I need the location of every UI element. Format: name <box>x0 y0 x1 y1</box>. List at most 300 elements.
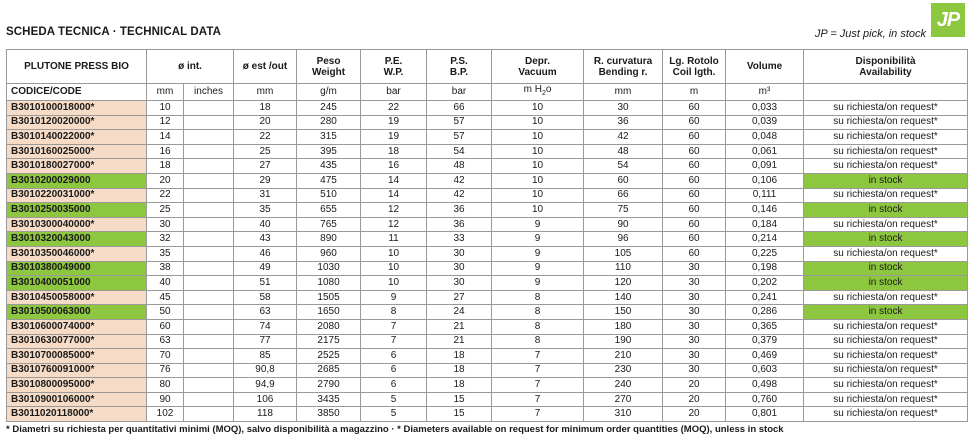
cell-int: 18 <box>147 159 184 174</box>
cell-int: 76 <box>147 363 184 378</box>
table-row <box>7 378 968 393</box>
cell-avail: su richiesta/on request* <box>804 144 968 159</box>
cell-pe: 6 <box>361 349 427 364</box>
table-row <box>7 144 968 159</box>
int-mm-unit: mm <box>147 84 184 101</box>
cell-ps: 18 <box>427 349 492 364</box>
cell-weight: 510 <box>297 188 361 203</box>
cell-vac: 9 <box>492 276 584 291</box>
product-header: PLUTONE PRESS BIO <box>7 50 147 84</box>
cell-bend: 270 <box>584 392 663 407</box>
cell-bend: 96 <box>584 232 663 247</box>
cell-ps: 66 <box>427 101 492 116</box>
cell-int: 35 <box>147 246 184 261</box>
cell-coil: 30 <box>663 363 726 378</box>
cell-pe: 10 <box>361 261 427 276</box>
cell-bend: 30 <box>584 101 663 116</box>
cell-ps: 18 <box>427 378 492 393</box>
table-row <box>7 115 968 130</box>
cell-int: 22 <box>147 188 184 203</box>
cell-code: B3010450058000* <box>7 290 147 305</box>
cell-avail: in stock <box>804 203 968 218</box>
cell-volume: 0,286 <box>726 305 804 320</box>
table-row <box>7 290 968 305</box>
ext-unit: mm <box>234 84 297 101</box>
cell-avail: su richiesta/on request* <box>804 217 968 232</box>
cell-ps: 24 <box>427 305 492 320</box>
cell-code: B3010350046000* <box>7 246 147 261</box>
cell-weight: 1030 <box>297 261 361 276</box>
cell-ext: 40 <box>234 217 297 232</box>
cell-weight: 1505 <box>297 290 361 305</box>
cell-vac: 10 <box>492 101 584 116</box>
table-row <box>7 101 968 116</box>
cell-coil: 20 <box>663 392 726 407</box>
cell-inches <box>184 203 234 218</box>
cell-bend: 190 <box>584 334 663 349</box>
cell-volume: 0,111 <box>726 188 804 203</box>
cell-ps: 18 <box>427 363 492 378</box>
cell-volume: 0,225 <box>726 246 804 261</box>
cell-pe: 14 <box>361 188 427 203</box>
cell-avail: in stock <box>804 305 968 320</box>
cell-bend: 110 <box>584 261 663 276</box>
cell-ext: 63 <box>234 305 297 320</box>
cell-bend: 66 <box>584 188 663 203</box>
ext-diam-header: ø est /out <box>234 50 297 84</box>
cell-vac: 7 <box>492 349 584 364</box>
coil-header: Lg. Rotolo Coil lgth. <box>663 50 726 84</box>
cell-coil: 60 <box>663 203 726 218</box>
cell-ps: 42 <box>427 173 492 188</box>
page-title: SCHEDA TECNICA · TECHNICAL DATA <box>6 26 221 38</box>
cell-int: 70 <box>147 349 184 364</box>
cell-inches <box>184 334 234 349</box>
cell-ext: 35 <box>234 203 297 218</box>
cell-inches <box>184 173 234 188</box>
cell-vac: 9 <box>492 217 584 232</box>
cell-weight: 2685 <box>297 363 361 378</box>
cell-ext: 46 <box>234 246 297 261</box>
cell-int: 16 <box>147 144 184 159</box>
cell-inches <box>184 130 234 145</box>
cell-ext: 49 <box>234 261 297 276</box>
cell-coil: 60 <box>663 246 726 261</box>
cell-avail: su richiesta/on request* <box>804 290 968 305</box>
cell-pe: 8 <box>361 305 427 320</box>
coil-unit: m <box>663 84 726 101</box>
cell-coil: 30 <box>663 261 726 276</box>
cell-ext: 22 <box>234 130 297 145</box>
cell-volume: 0,760 <box>726 392 804 407</box>
cell-int: 50 <box>147 305 184 320</box>
cell-code: B3010630077000* <box>7 334 147 349</box>
cell-ps: 15 <box>427 407 492 422</box>
cell-vac: 7 <box>492 407 584 422</box>
cell-weight: 960 <box>297 246 361 261</box>
cell-ext: 85 <box>234 349 297 364</box>
table-row <box>7 407 968 422</box>
table-row <box>7 130 968 145</box>
cell-volume: 0,801 <box>726 407 804 422</box>
cell-bend: 180 <box>584 319 663 334</box>
cell-code: B3011020118000* <box>7 407 147 422</box>
jp-logo-icon: JP <box>931 3 965 37</box>
cell-ps: 30 <box>427 246 492 261</box>
cell-pe: 10 <box>361 276 427 291</box>
volume-header: Volume <box>726 50 804 84</box>
availability-header: Disponibilità Availability <box>804 50 968 84</box>
cell-pe: 12 <box>361 217 427 232</box>
cell-int: 30 <box>147 217 184 232</box>
cell-bend: 230 <box>584 363 663 378</box>
cell-volume: 0,498 <box>726 378 804 393</box>
cell-code: B3010180027000* <box>7 159 147 174</box>
cell-int: 90 <box>147 392 184 407</box>
cell-volume: 0,198 <box>726 261 804 276</box>
jp-note: JP = Just pick, in stock <box>814 28 926 40</box>
cell-weight: 1080 <box>297 276 361 291</box>
table-row <box>7 217 968 232</box>
table-row <box>7 159 968 174</box>
pe-header: P.E. W.P. <box>361 50 427 84</box>
cell-pe: 14 <box>361 173 427 188</box>
cell-int: 14 <box>147 130 184 145</box>
cell-volume: 0,091 <box>726 159 804 174</box>
table-row <box>7 173 968 188</box>
cell-ps: 30 <box>427 276 492 291</box>
cell-ext: 90,8 <box>234 363 297 378</box>
cell-volume: 0,184 <box>726 217 804 232</box>
cell-avail: su richiesta/on request* <box>804 159 968 174</box>
cell-volume: 0,379 <box>726 334 804 349</box>
cell-weight: 245 <box>297 101 361 116</box>
weight-unit: g/m <box>297 84 361 101</box>
header-row <box>7 50 968 84</box>
table-row <box>7 232 968 247</box>
bend-unit: mm <box>584 84 663 101</box>
cell-bend: 310 <box>584 407 663 422</box>
table-row <box>7 276 968 291</box>
cell-coil: 60 <box>663 217 726 232</box>
cell-avail: su richiesta/on request* <box>804 319 968 334</box>
cell-code: B3010380049000 <box>7 261 147 276</box>
cell-ps: 57 <box>427 130 492 145</box>
cell-ps: 27 <box>427 290 492 305</box>
cell-vac: 9 <box>492 246 584 261</box>
cell-ext: 58 <box>234 290 297 305</box>
cell-coil: 20 <box>663 407 726 422</box>
cell-avail: su richiesta/on request* <box>804 363 968 378</box>
cell-inches <box>184 115 234 130</box>
cell-coil: 60 <box>663 159 726 174</box>
cell-ps: 54 <box>427 144 492 159</box>
cell-weight: 280 <box>297 115 361 130</box>
cell-bend: 36 <box>584 115 663 130</box>
cell-vac: 8 <box>492 319 584 334</box>
cell-inches <box>184 101 234 116</box>
cell-vac: 10 <box>492 144 584 159</box>
cell-avail: su richiesta/on request* <box>804 246 968 261</box>
cell-volume: 0,241 <box>726 290 804 305</box>
int-inches-unit: inches <box>184 84 234 101</box>
cell-pe: 9 <box>361 290 427 305</box>
cell-coil: 60 <box>663 130 726 145</box>
cell-ps: 48 <box>427 159 492 174</box>
cell-ext: 25 <box>234 144 297 159</box>
cell-pe: 18 <box>361 144 427 159</box>
cell-int: 12 <box>147 115 184 130</box>
cell-ext: 106 <box>234 392 297 407</box>
cell-weight: 2080 <box>297 319 361 334</box>
vacuum-unit: m $H_2o$ <box>492 84 584 101</box>
cell-vac: 7 <box>492 392 584 407</box>
cell-pe: 22 <box>361 101 427 116</box>
cell-avail: su richiesta/on request* <box>804 334 968 349</box>
cell-int: 40 <box>147 276 184 291</box>
table-row <box>7 349 968 364</box>
cell-ps: 15 <box>427 392 492 407</box>
cell-weight: 2175 <box>297 334 361 349</box>
cell-weight: 395 <box>297 144 361 159</box>
cell-code: B3010760091000* <box>7 363 147 378</box>
cell-avail: su richiesta/on request* <box>804 188 968 203</box>
table-row <box>7 363 968 378</box>
cell-inches <box>184 188 234 203</box>
cell-inches <box>184 217 234 232</box>
cell-ps: 57 <box>427 115 492 130</box>
cell-weight: 765 <box>297 217 361 232</box>
cell-pe: 6 <box>361 363 427 378</box>
cell-bend: 75 <box>584 203 663 218</box>
cell-volume: 0,214 <box>726 232 804 247</box>
ps-header: P.S. B.P. <box>427 50 492 84</box>
cell-avail: in stock <box>804 232 968 247</box>
cell-weight: 3435 <box>297 392 361 407</box>
table-row <box>7 319 968 334</box>
cell-coil: 30 <box>663 319 726 334</box>
cell-int: 45 <box>147 290 184 305</box>
cell-pe: 5 <box>361 407 427 422</box>
cell-bend: 42 <box>584 130 663 145</box>
cell-bend: 60 <box>584 173 663 188</box>
cell-pe: 5 <box>361 392 427 407</box>
table-row <box>7 334 968 349</box>
pe-unit: bar <box>361 84 427 101</box>
cell-vac: 10 <box>492 173 584 188</box>
cell-bend: 210 <box>584 349 663 364</box>
cell-inches <box>184 261 234 276</box>
cell-pe: 7 <box>361 334 427 349</box>
cell-ext: 29 <box>234 173 297 188</box>
cell-ext: 27 <box>234 159 297 174</box>
cell-weight: 2790 <box>297 378 361 393</box>
cell-avail: su richiesta/on request* <box>804 115 968 130</box>
cell-ext: 74 <box>234 319 297 334</box>
table-row <box>7 203 968 218</box>
cell-coil: 20 <box>663 378 726 393</box>
cell-inches <box>184 144 234 159</box>
cell-ext: 51 <box>234 276 297 291</box>
cell-pe: 10 <box>361 246 427 261</box>
cell-weight: 890 <box>297 232 361 247</box>
cell-avail: su richiesta/on request* <box>804 130 968 145</box>
cell-vac: 8 <box>492 290 584 305</box>
cell-ps: 36 <box>427 203 492 218</box>
cell-code: B3010400051000 <box>7 276 147 291</box>
cell-vac: 10 <box>492 159 584 174</box>
cell-inches <box>184 349 234 364</box>
cell-inches <box>184 276 234 291</box>
cell-int: 32 <box>147 232 184 247</box>
cell-volume: 0,033 <box>726 101 804 116</box>
cell-int: 80 <box>147 378 184 393</box>
cell-code: B3010320043000 <box>7 232 147 247</box>
cell-coil: 60 <box>663 173 726 188</box>
cell-pe: 6 <box>361 378 427 393</box>
cell-weight: 655 <box>297 203 361 218</box>
cell-inches <box>184 290 234 305</box>
cell-inches <box>184 407 234 422</box>
avail-unit <box>804 84 968 101</box>
cell-int: 20 <box>147 173 184 188</box>
cell-inches <box>184 363 234 378</box>
cell-volume: 0,603 <box>726 363 804 378</box>
cell-inches <box>184 246 234 261</box>
units-row <box>7 84 968 101</box>
cell-bend: 240 <box>584 378 663 393</box>
cell-inches <box>184 232 234 247</box>
cell-coil: 30 <box>663 276 726 291</box>
cell-weight: 1650 <box>297 305 361 320</box>
cell-ps: 36 <box>427 217 492 232</box>
volume-unit: m³ <box>726 84 804 101</box>
cell-bend: 90 <box>584 217 663 232</box>
cell-weight: 435 <box>297 159 361 174</box>
weight-header: Peso Weight <box>297 50 361 84</box>
cell-ext: 18 <box>234 101 297 116</box>
cell-coil: 60 <box>663 232 726 247</box>
cell-coil: 60 <box>663 101 726 116</box>
cell-pe: 19 <box>361 115 427 130</box>
cell-bend: 105 <box>584 246 663 261</box>
cell-avail: in stock <box>804 261 968 276</box>
cell-coil: 60 <box>663 115 726 130</box>
cell-code: B3010700085000* <box>7 349 147 364</box>
table-row <box>7 246 968 261</box>
cell-bend: 150 <box>584 305 663 320</box>
cell-avail: su richiesta/on request* <box>804 349 968 364</box>
cell-int: 60 <box>147 319 184 334</box>
cell-inches <box>184 378 234 393</box>
cell-volume: 0,365 <box>726 319 804 334</box>
ps-unit: bar <box>427 84 492 101</box>
table-row <box>7 305 968 320</box>
table-row <box>7 188 968 203</box>
cell-ext: 118 <box>234 407 297 422</box>
cell-pe: 11 <box>361 232 427 247</box>
code-unit: CODICE/CODE <box>7 84 147 101</box>
cell-code: B3010160025000* <box>7 144 147 159</box>
cell-int: 10 <box>147 101 184 116</box>
cell-inches <box>184 159 234 174</box>
int-diam-header: ø int. <box>147 50 234 84</box>
cell-vac: 10 <box>492 203 584 218</box>
cell-code: B3010300040000* <box>7 217 147 232</box>
cell-pe: 12 <box>361 203 427 218</box>
vacuum-header: Depr. Vacuum <box>492 50 584 84</box>
cell-weight: 2525 <box>297 349 361 364</box>
cell-ps: 21 <box>427 319 492 334</box>
cell-coil: 30 <box>663 334 726 349</box>
cell-ps: 21 <box>427 334 492 349</box>
cell-avail: su richiesta/on request* <box>804 392 968 407</box>
cell-inches <box>184 319 234 334</box>
cell-inches <box>184 305 234 320</box>
table-row <box>7 261 968 276</box>
cell-avail: in stock <box>804 276 968 291</box>
cell-volume: 0,146 <box>726 203 804 218</box>
cell-ext: 31 <box>234 188 297 203</box>
cell-code: B3010500063000 <box>7 305 147 320</box>
cell-code: B3010220031000* <box>7 188 147 203</box>
cell-ps: 30 <box>427 261 492 276</box>
cell-volume: 0,061 <box>726 144 804 159</box>
cell-avail: in stock <box>804 173 968 188</box>
cell-bend: 140 <box>584 290 663 305</box>
cell-bend: 120 <box>584 276 663 291</box>
cell-ext: 94,9 <box>234 378 297 393</box>
footnote: * Diametri su richiesta per quantitativi minimi (MOQ), salvo disponibilità a magazzino · * Diameters available on request for minimum order quantities (MOQ), unless in stock <box>6 424 784 435</box>
cell-weight: 3850 <box>297 407 361 422</box>
cell-vac: 10 <box>492 115 584 130</box>
cell-pe: 19 <box>361 130 427 145</box>
cell-volume: 0,106 <box>726 173 804 188</box>
cell-vac: 7 <box>492 378 584 393</box>
bending-header: R. curvatura Bending r. <box>584 50 663 84</box>
cell-code: B3010120020000* <box>7 115 147 130</box>
cell-vac: 10 <box>492 130 584 145</box>
cell-avail: su richiesta/on request* <box>804 101 968 116</box>
cell-int: 102 <box>147 407 184 422</box>
cell-weight: 315 <box>297 130 361 145</box>
cell-volume: 0,469 <box>726 349 804 364</box>
cell-pe: 7 <box>361 319 427 334</box>
cell-code: B3010600074000* <box>7 319 147 334</box>
cell-ext: 20 <box>234 115 297 130</box>
cell-int: 38 <box>147 261 184 276</box>
cell-code: B3010200029000 <box>7 173 147 188</box>
cell-ext: 43 <box>234 232 297 247</box>
cell-bend: 54 <box>584 159 663 174</box>
cell-code: B3010800095000* <box>7 378 147 393</box>
cell-code: B3010140022000* <box>7 130 147 145</box>
cell-coil: 60 <box>663 188 726 203</box>
cell-vac: 8 <box>492 334 584 349</box>
cell-weight: 475 <box>297 173 361 188</box>
cell-code: B3010900106000* <box>7 392 147 407</box>
cell-vac: 9 <box>492 261 584 276</box>
cell-volume: 0,039 <box>726 115 804 130</box>
cell-code: B3010250035000 <box>7 203 147 218</box>
cell-coil: 30 <box>663 305 726 320</box>
cell-int: 25 <box>147 203 184 218</box>
cell-pe: 16 <box>361 159 427 174</box>
cell-coil: 30 <box>663 290 726 305</box>
cell-vac: 9 <box>492 232 584 247</box>
cell-coil: 30 <box>663 349 726 364</box>
cell-int: 63 <box>147 334 184 349</box>
